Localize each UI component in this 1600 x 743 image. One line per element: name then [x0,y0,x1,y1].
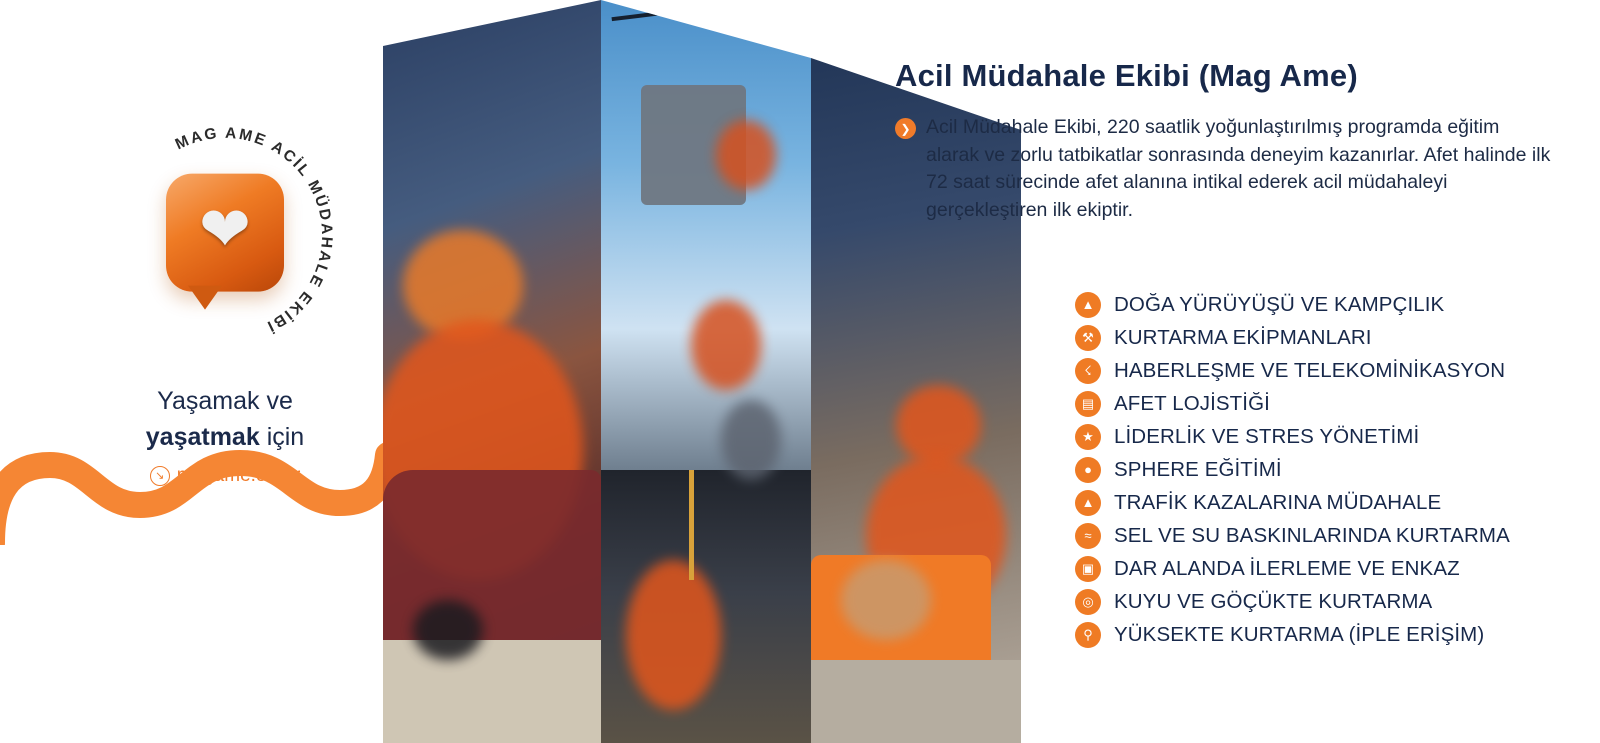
list-item [1075,354,1595,387]
list-item-label: SPHERE EĞİTİMİ [1114,457,1282,481]
radio-icon: ☇ [1075,358,1101,384]
list-item-label: AFET LOJİSTİĞİ [1114,391,1270,415]
page-title: Acil Müdahale Ekibi (Mag Ame) [895,58,1358,93]
list-item-label: YÜKSEKTE KURTARMA (İPLE ERİŞİM) [1114,622,1485,646]
casualty-head-shape [841,560,931,640]
rope-access-icon: ⚲ [1075,622,1101,648]
ground-shape [383,640,601,743]
orange-squiggle-decoration [0,422,390,545]
list-item [1075,321,1595,354]
list-item [1075,288,1595,321]
rescue-gear-icon: ⚒ [1075,325,1101,351]
confined-space-icon: ▣ [1075,556,1101,582]
list-item-label: SEL VE SU BASKINLARINDA KURTARMA [1114,523,1510,547]
tagline-line-1: Yaşamak ve [157,387,293,415]
list-item [1075,453,1595,486]
list-item [1075,618,1595,651]
boot-shape [413,600,483,660]
tagline-rest: için [259,422,305,451]
descending-rescuer-shape [626,560,721,710]
list-item-label: KUYU VE GÖÇÜKTE KURTARMA [1114,589,1433,613]
heart-badge-icon [166,174,284,292]
list-item-label: LİDERLİK VE STRES YÖNETİMİ [1114,424,1420,448]
list-item [1075,552,1595,585]
rescuer-lower-shape [691,300,761,390]
legs-shape [721,400,781,480]
circular-logo [110,120,340,350]
list-item [1075,420,1595,453]
list-item [1075,387,1595,420]
flood-icon: ≈ [1075,523,1101,549]
tagline-bold: yaşatmak [145,422,260,451]
car-crash-icon: ▲ [1075,490,1101,516]
list-item [1075,519,1595,552]
highline-rope-rescue-photo [601,0,811,743]
brand-url-text: magame.org.tr [176,465,301,486]
list-item-label: KURTARMA EKİPMANLARI [1114,325,1372,349]
lead-paragraph: Acil Müdahale Ekibi, 220 saatlik yoğunlaştırılmış programda eğitim alarak ve zorlu tatbikatlar sonrasında deneyim kazanırlar. Afet halinde ilk 72 saat sürecinde afet alanına intikal ederek acil müdahaleyi gerçekleştiren ilk ekiptir. [926,116,1551,222]
chevron-right-circle-icon: ❯ [895,118,916,139]
list-item-label: TRAFİK KAZALARINA MÜDAHALE [1114,490,1442,514]
training-topics-list [1075,288,1595,651]
content-column [895,58,1555,225]
list-item-label: HABERLEŞME VE TELEKOMİNİKASYON [1114,358,1506,382]
list-item [1075,486,1595,519]
well-rescue-icon: ◎ [1075,589,1101,615]
rescuer-with-stretcher-photo [383,0,601,743]
hiking-icon: ▲ [1075,292,1101,318]
circular-text: MAG AME ACİL MÜDAHALE EKİBİ [172,124,336,336]
sphere-icon: ● [1075,457,1101,483]
rescuer-upper-shape [716,120,776,190]
link-circle-icon: ↘ [150,466,170,486]
list-item [1075,585,1595,618]
leadership-icon: ★ [1075,424,1101,450]
logistics-icon: ▤ [1075,391,1101,417]
orange-helmet-shape [896,385,981,465]
rope-shape [689,470,694,580]
list-item-label: DAR ALANDA İLERLEME VE ENKAZ [1114,556,1460,580]
heart-glyph: ❤ [199,195,251,265]
lead-paragraph-block [895,114,1555,225]
rubble-ground-shape [811,660,1021,743]
list-item-label: DOĞA YÜRÜYÜŞÜ VE KAMPÇILIK [1114,292,1445,316]
